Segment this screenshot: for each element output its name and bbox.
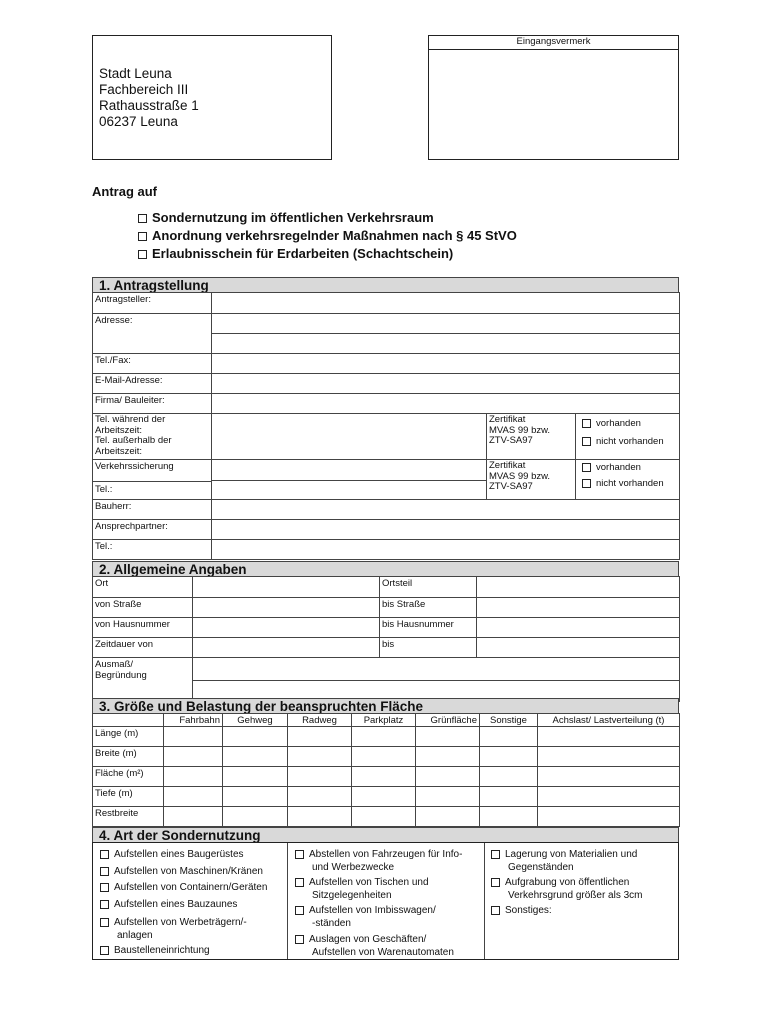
size-cell[interactable] (352, 807, 416, 827)
option-fahrzeuge[interactable] (295, 848, 462, 861)
col-header: Grünfläche (416, 714, 480, 727)
option-tische[interactable] (295, 876, 429, 889)
size-cell[interactable] (164, 767, 223, 787)
verkehrssicherung-tel-label: Tel.: (95, 484, 113, 495)
zeitdauer-bis-field[interactable] (477, 638, 680, 658)
checkbox[interactable] (491, 906, 500, 915)
ortsteil-field[interactable] (477, 577, 680, 598)
antragsteller-field[interactable] (212, 293, 680, 314)
option-sonstiges[interactable] (491, 904, 552, 917)
address-line-1: Stadt Leuna (99, 66, 172, 81)
nicht-vorhanden-label: nicht vorhanden (596, 478, 664, 489)
verkehrssicherung-field[interactable] (212, 460, 487, 500)
checkbox[interactable] (100, 850, 109, 859)
zertifikat-label-2 (487, 460, 576, 500)
size-cell[interactable] (223, 727, 288, 747)
size-cell[interactable] (288, 787, 352, 807)
size-cell[interactable] (164, 747, 223, 767)
row-label: Tiefe (m) (93, 787, 164, 807)
size-cell[interactable] (164, 807, 223, 827)
size-cell[interactable] (223, 787, 288, 807)
row-label: Restbreite (93, 807, 164, 827)
ausmass-field[interactable] (193, 658, 680, 702)
label-verkehrssicherung (93, 460, 212, 500)
ansprechpartner-field[interactable] (212, 520, 680, 540)
label-zeitdauer: Zeitdauer von (93, 638, 193, 658)
ausmass-line-2: Begründung (95, 670, 147, 681)
email-field[interactable] (212, 374, 680, 394)
size-cell[interactable] (416, 787, 480, 807)
request-option-label: Anordnung verkehrsregelnder Maßnahmen nach § 45 StVO (152, 228, 517, 243)
checkbox[interactable] (295, 878, 304, 887)
label-antragsteller: Antragsteller: (93, 293, 212, 314)
section-1-table (92, 292, 680, 560)
zertifikat-line-2: MVAS 99 bzw. (489, 470, 551, 482)
label-firma: Firma/ Bauleiter: (93, 394, 212, 414)
label-bauherr: Bauherr: (93, 500, 212, 520)
option-baustelleneinrichtung[interactable] (100, 944, 210, 957)
request-option-label: Erlaubnisschein für Erdarbeiten (Schachtschein) (152, 246, 454, 261)
option-werbetraeger[interactable] (100, 916, 247, 929)
col-header: Sonstige (480, 714, 538, 727)
size-cell[interactable] (538, 727, 680, 747)
checkbox[interactable] (582, 463, 591, 472)
option-auslagen-cont: Aufstellen von Warenautomaten (312, 947, 454, 958)
size-cell[interactable] (480, 767, 538, 787)
size-cell[interactable] (223, 747, 288, 767)
tel-field[interactable] (212, 540, 680, 560)
size-cell[interactable] (538, 747, 680, 767)
checkbox[interactable] (100, 867, 109, 876)
ort-field[interactable] (193, 577, 380, 598)
checkbox[interactable] (582, 437, 591, 446)
checkbox[interactable] (100, 946, 109, 955)
size-cell[interactable] (416, 807, 480, 827)
tel-work-line-2: Arbeitszeit: (95, 424, 142, 436)
option-label: Lagerung von Materialien und (505, 849, 638, 860)
address-box (92, 35, 332, 160)
section-1-header: 1. Antragstellung (92, 277, 679, 293)
bauherr-field[interactable] (212, 500, 680, 520)
section-3-header: 3. Größe und Belastung der beanspruchten Fläche (92, 698, 679, 714)
size-cell[interactable] (480, 727, 538, 747)
verkehrssicherung-label: Verkehrssicherung (93, 461, 211, 482)
section-4-col-divider-2 (484, 843, 485, 959)
tel-work-line-1: Tel. während der (95, 414, 166, 425)
option-label: Aufgrabung von öffentlichen (505, 877, 630, 888)
label-tel-arbeitszeit (93, 414, 212, 460)
option-label: Sonstiges: (505, 905, 552, 916)
label-tel: Tel.: (93, 540, 212, 560)
option-imbiss[interactable] (295, 904, 436, 917)
section-4-header: 4. Art der Sondernutzung (92, 827, 679, 843)
option-aufgrabung-cont: Verkehrsgrund größer als 3cm (508, 890, 643, 901)
verkehrssicherung-input[interactable] (212, 460, 486, 481)
size-cell[interactable] (538, 767, 680, 787)
size-cell[interactable] (538, 787, 680, 807)
size-cell[interactable] (480, 747, 538, 767)
option-label: Aufstellen von Imbisswagen/ (309, 905, 436, 916)
bis-hausnummer-field[interactable] (477, 618, 680, 638)
size-cell[interactable] (352, 747, 416, 767)
zertifikat-line-3: ZTV-SA97 (489, 481, 533, 492)
ausmass-line-1: Ausmaß/ (95, 659, 134, 670)
option-vorhanden[interactable] (582, 418, 677, 429)
col-header: Gehweg (223, 714, 288, 727)
label-ort: Ort (93, 577, 193, 598)
bis-strasse-field[interactable] (477, 598, 680, 618)
option-lagerung-cont: Gegenständen (508, 862, 574, 873)
checkbox[interactable] (138, 232, 147, 241)
label-adresse: Adresse: (93, 314, 212, 354)
size-cell[interactable] (538, 807, 680, 827)
label-telfax: Tel./Fax: (93, 354, 212, 374)
checkbox[interactable] (491, 878, 500, 887)
option-auslagen[interactable] (295, 933, 426, 946)
adresse-field-2[interactable] (212, 334, 680, 354)
receipt-box (428, 35, 679, 160)
size-cell[interactable] (223, 807, 288, 827)
label-von-hausnummer: von Hausnummer (93, 618, 193, 638)
option-label: Aufstellen eines Baugerüstes (114, 849, 244, 860)
option-vorhanden[interactable] (582, 462, 677, 473)
zertifikat-options-2 (576, 460, 680, 500)
zertifikat-line-1: Zertifikat (489, 414, 526, 425)
checkbox[interactable] (100, 883, 109, 892)
checkbox[interactable] (100, 918, 109, 927)
option-label: Auslagen von Geschäften/ (309, 934, 427, 945)
size-cell[interactable] (416, 747, 480, 767)
size-cell[interactable] (352, 767, 416, 787)
zertifikat-line-2: MVAS 99 bzw. (489, 424, 551, 436)
form-title: Antrag auf (92, 184, 157, 199)
section-2-header: 2. Allgemeine Angaben (92, 561, 679, 577)
checkbox[interactable] (138, 214, 147, 223)
option-label: Aufstellen von Werbeträgern/- (114, 917, 247, 928)
telfax-field[interactable] (212, 354, 680, 374)
option-label: Aufstellen von Maschinen/Kränen (114, 866, 263, 877)
row-label: Breite (m) (93, 747, 164, 767)
checkbox[interactable] (100, 900, 109, 909)
option-tische-cont: Sitzgelegenheiten (312, 890, 392, 901)
size-cell[interactable] (288, 807, 352, 827)
size-cell[interactable] (352, 727, 416, 747)
checkbox[interactable] (295, 935, 304, 944)
option-nicht-vorhanden[interactable] (582, 478, 677, 489)
row-label: Fläche (m²) (93, 767, 164, 787)
label-bis-strasse: bis Straße (380, 598, 477, 618)
label-email: E-Mail-Adresse: (93, 374, 212, 394)
option-lagerung[interactable] (491, 848, 637, 861)
tel-off-line-2: Arbeitszeit: (95, 445, 142, 457)
tel-arbeitszeit-field[interactable] (212, 414, 487, 460)
col-header: Parkplatz (352, 714, 416, 727)
option-bauzaun[interactable] (100, 898, 237, 911)
firma-field[interactable] (212, 394, 680, 414)
checkbox[interactable] (582, 479, 591, 488)
col-header: Fahrbahn (164, 714, 223, 727)
tel-off-line-1: Tel. außerhalb der (95, 435, 172, 446)
option-nicht-vorhanden[interactable] (582, 436, 677, 447)
zeitdauer-von-field[interactable] (193, 638, 380, 658)
zertifikat-options-1 (576, 414, 680, 460)
option-maschinen[interactable] (100, 865, 263, 878)
option-fahrzeuge-cont: und Werbezwecke (312, 862, 395, 873)
option-imbiss-cont: -ständen (312, 918, 351, 929)
label-ansprechpartner: Ansprechpartner: (93, 520, 212, 540)
size-cell[interactable] (480, 807, 538, 827)
option-label: Aufstellen eines Bauzaunes (114, 899, 238, 910)
checkbox[interactable] (295, 906, 304, 915)
request-option-3[interactable] (138, 246, 453, 261)
adresse-field-1[interactable] (212, 314, 680, 334)
size-cell[interactable] (416, 727, 480, 747)
address-line-2: Fachbereich III (99, 82, 189, 97)
ausmass-input-1[interactable] (193, 658, 679, 681)
size-cell[interactable] (416, 767, 480, 787)
option-baugeruest[interactable] (100, 848, 244, 861)
option-label: Aufstellen von Tischen und (309, 877, 429, 888)
von-hausnummer-field[interactable] (193, 618, 380, 638)
option-label: Baustelleneinrichtung (114, 945, 210, 956)
size-cell[interactable] (480, 787, 538, 807)
checkbox[interactable] (582, 419, 591, 428)
address-line-4: 06237 Leuna (99, 114, 178, 129)
option-label: Abstellen von Fahrzeugen für Info- (309, 849, 463, 860)
label-ortsteil: Ortsteil (380, 577, 477, 598)
vorhanden-label: vorhanden (596, 462, 641, 473)
col-header: Achslast/ Lastverteilung (t) (538, 714, 680, 727)
size-cell[interactable] (288, 767, 352, 787)
von-strasse-field[interactable] (193, 598, 380, 618)
option-aufgrabung[interactable] (491, 876, 629, 889)
label-von-strasse: von Straße (93, 598, 193, 618)
receipt-label: Eingangsvermerk (429, 36, 678, 50)
size-cell[interactable] (288, 747, 352, 767)
checkbox[interactable] (491, 850, 500, 859)
checkbox[interactable] (295, 850, 304, 859)
section-3-table (92, 713, 680, 827)
zertifikat-line-3: ZTV-SA97 (489, 435, 533, 446)
row-label: Länge (m) (93, 727, 164, 747)
zertifikat-label-1 (487, 414, 576, 460)
size-cell[interactable] (164, 787, 223, 807)
zertifikat-line-1: Zertifikat (489, 460, 526, 471)
section-2-table (92, 576, 680, 702)
address-line-3: Rathausstraße 1 (99, 98, 199, 113)
request-option-label: Sondernutzung im öffentlichen Verkehrsraum (152, 210, 434, 225)
request-option-1[interactable] (138, 210, 434, 225)
verkehrssicherung-tel-input[interactable] (212, 481, 486, 499)
label-bis: bis (380, 638, 477, 658)
checkbox[interactable] (138, 250, 147, 259)
option-label: Aufstellen von Containern/Geräten (114, 882, 268, 893)
size-cell[interactable] (288, 727, 352, 747)
corner-cell (93, 714, 164, 727)
size-cell[interactable] (223, 767, 288, 787)
size-cell[interactable] (164, 727, 223, 747)
request-option-2[interactable] (138, 228, 517, 243)
label-bis-hausnummer: bis Hausnummer (380, 618, 477, 638)
vorhanden-label: vorhanden (596, 418, 641, 429)
section-4-col-divider-1 (287, 843, 288, 959)
col-header: Radweg (288, 714, 352, 727)
nicht-vorhanden-label: nicht vorhanden (596, 436, 664, 447)
option-werbetraeger-cont: anlagen (117, 930, 153, 941)
size-cell[interactable] (352, 787, 416, 807)
label-ausmass (93, 658, 193, 702)
option-container[interactable] (100, 881, 267, 894)
